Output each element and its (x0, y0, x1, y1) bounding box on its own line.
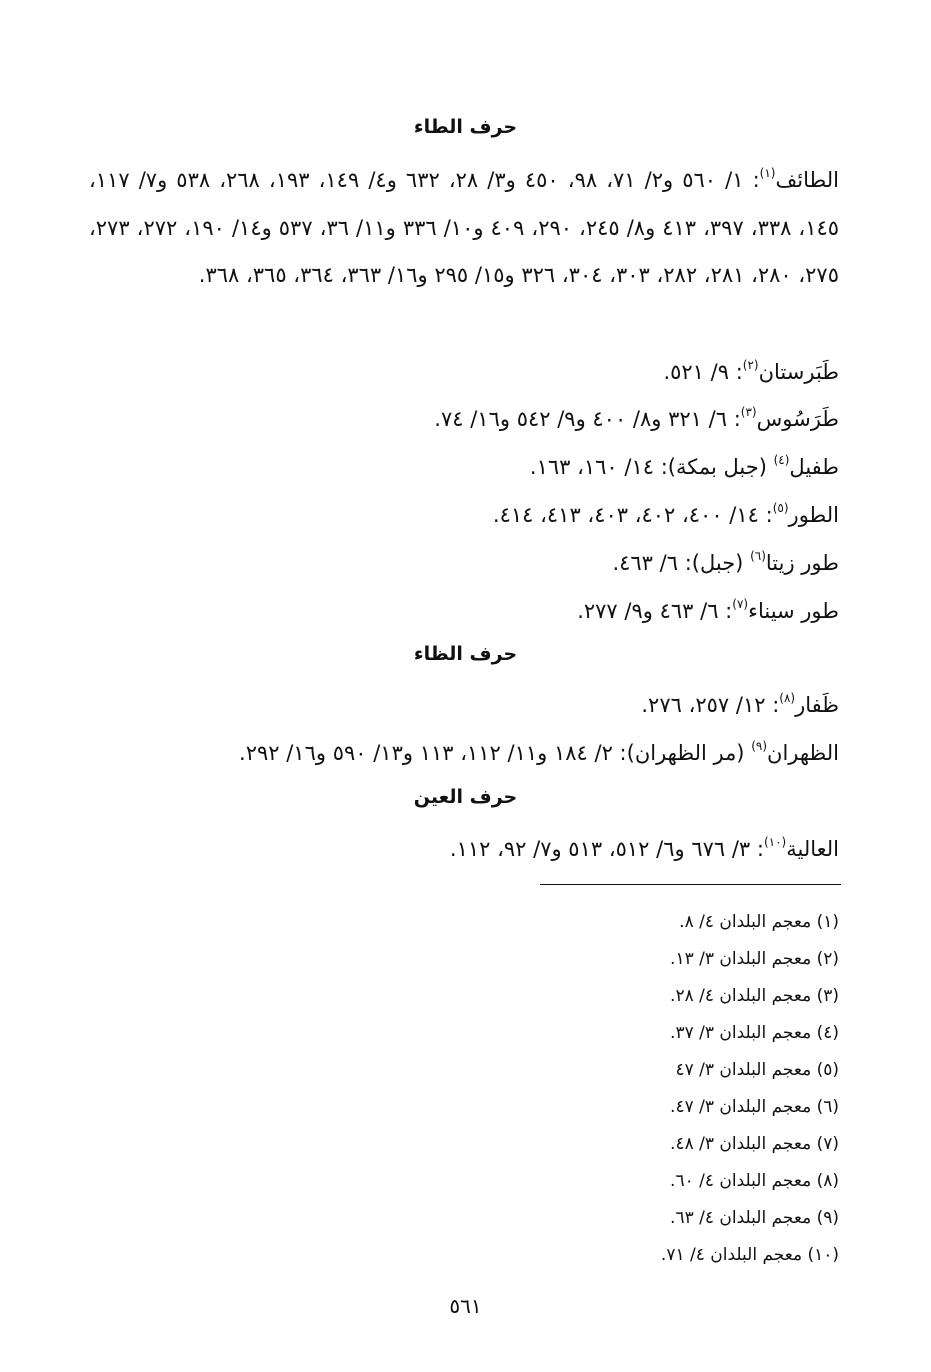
entry-term: الطائف$^{(١)}$ (759, 166, 839, 192)
footnote: (٧) معجم البلدان ٣/ ٤٨. (670, 1134, 839, 1154)
footnote: (٦) معجم البلدان ٣/ ٤٧. (670, 1097, 839, 1117)
entry-references: : ٩/ ٥٢١. (663, 360, 743, 384)
entry-references: : ١٢/ ٢٥٧، ٢٧٦. (641, 693, 780, 717)
index-entry-tarsus (89, 390, 839, 443)
entry-term: طور زيتا$^{(٦)}$ (750, 549, 839, 575)
entry-term: طَبَرستان$^{(٢)}$ (742, 358, 839, 384)
section-heading-ayn: حرف العين (413, 786, 518, 808)
footnotes (439, 904, 839, 1274)
footnote: (١) معجم البلدان ٤/ ٨. (679, 912, 839, 932)
index-entry-tur (89, 486, 839, 539)
entry-references: : ٣/ ٦٧٦ و٦/ ٥١٢، ٥١٣ و٧/ ٩٢، ١١٢. (449, 837, 764, 861)
entry-references: : ١/ ٥٦٠ و٢/ ٧١، ٩٨، ٤٥٠ و٣/ ٢٨، ٦٣٢ و٤/ ١٤٩، ١٩٣، ٢٦٨، ٥٣٨ و٧/ ١١٧، ١٤٥، ٣٣٨، ٣٩٧، ٤١٣ و٨/ ٢٤٥، ٢٩٠، ٤٠٩ و١٠/ ٣٣٦ و١١/ ٣٦، ٥٣٧ و١٤/ ١٩٠، ٢٧٢، ٢٧٣، ٢٧٥، ٢٨٠، ٢٨١، ٢٨٢، ٣٠٣، ٣٠٤، ٣٢٦ و١٥/ ٢٩٥ و١٦/ ٣٦٣، ٣٦٤، ٣٦٥، ٣٦٨. (89, 168, 840, 287)
section-heading-ta: حرف الطاء (413, 116, 518, 138)
footnote: (٨) معجم البلدان ٤/ ٦٠. (670, 1171, 839, 1191)
entry-term: الظهران$^{(٩)}$ (751, 739, 839, 765)
footnote: (٥) معجم البلدان ٣/ ٤٧ (675, 1060, 839, 1080)
entry-references: : ٦/ ٣٢١ و٨/ ٤٠٠ و٩/ ٥٤٢ و١٦/ ٧٤. (434, 407, 741, 431)
footnote: (١٠) معجم البلدان ٤/ ٧١. (660, 1245, 839, 1265)
index-entry-taif (89, 152, 839, 300)
index-entry-tabaristan (89, 343, 839, 396)
entry-term: العالية$^{(١٠)}$ (763, 835, 839, 861)
index-entry-tur-zita (89, 534, 839, 587)
entry-term: طفيل$^{(٤)}$ (773, 453, 839, 479)
index-entry-tufail (89, 438, 839, 491)
entry-term: طَرَسُوس$^{(٣)}$ (740, 405, 839, 431)
index-entry-zafar (89, 676, 839, 729)
footnote-divider (540, 884, 841, 885)
footnote: (٢) معجم البلدان ٣/ ١٣. (670, 949, 839, 969)
footnote: (٣) معجم البلدان ٤/ ٢٨. (670, 986, 839, 1006)
index-entry-zahran (89, 724, 839, 777)
entry-references: : ٦/ ٤٦٣ و٩/ ٢٧٧. (577, 599, 733, 623)
index-entry-tur-sina (89, 582, 839, 635)
page-number: ٥٦١ (449, 1294, 482, 1318)
entry-term: الطور$^{(٥)}$ (772, 501, 839, 527)
entry-references: (مر الظهران): ٢/ ١٨٤ و١١/ ١١٢، ١١٣ و١٣/ ٥٩٠ و١٦/ ٢٩٢. (239, 741, 752, 765)
footnote: (٩) معجم البلدان ٤/ ٦٣. (670, 1208, 839, 1228)
section-heading-za: حرف الظاء (413, 643, 518, 665)
entry-term: طور سيناء$^{(٧)}$ (732, 597, 839, 623)
entry-references: (جبل): ٦/ ٤٦٣. (612, 551, 751, 575)
index-entry-aliya (89, 820, 839, 873)
entry-references: (جبل بمكة): ١٤/ ١٦٠، ١٦٣. (529, 455, 774, 479)
footnote: (٤) معجم البلدان ٣/ ٣٧. (670, 1023, 839, 1043)
entry-term: ظَفار$^{(٨)}$ (779, 691, 839, 717)
entry-references: : ١٤/ ٤٠٠، ٤٠٢، ٤٠٣، ٤١٣، ٤١٤. (492, 503, 773, 527)
